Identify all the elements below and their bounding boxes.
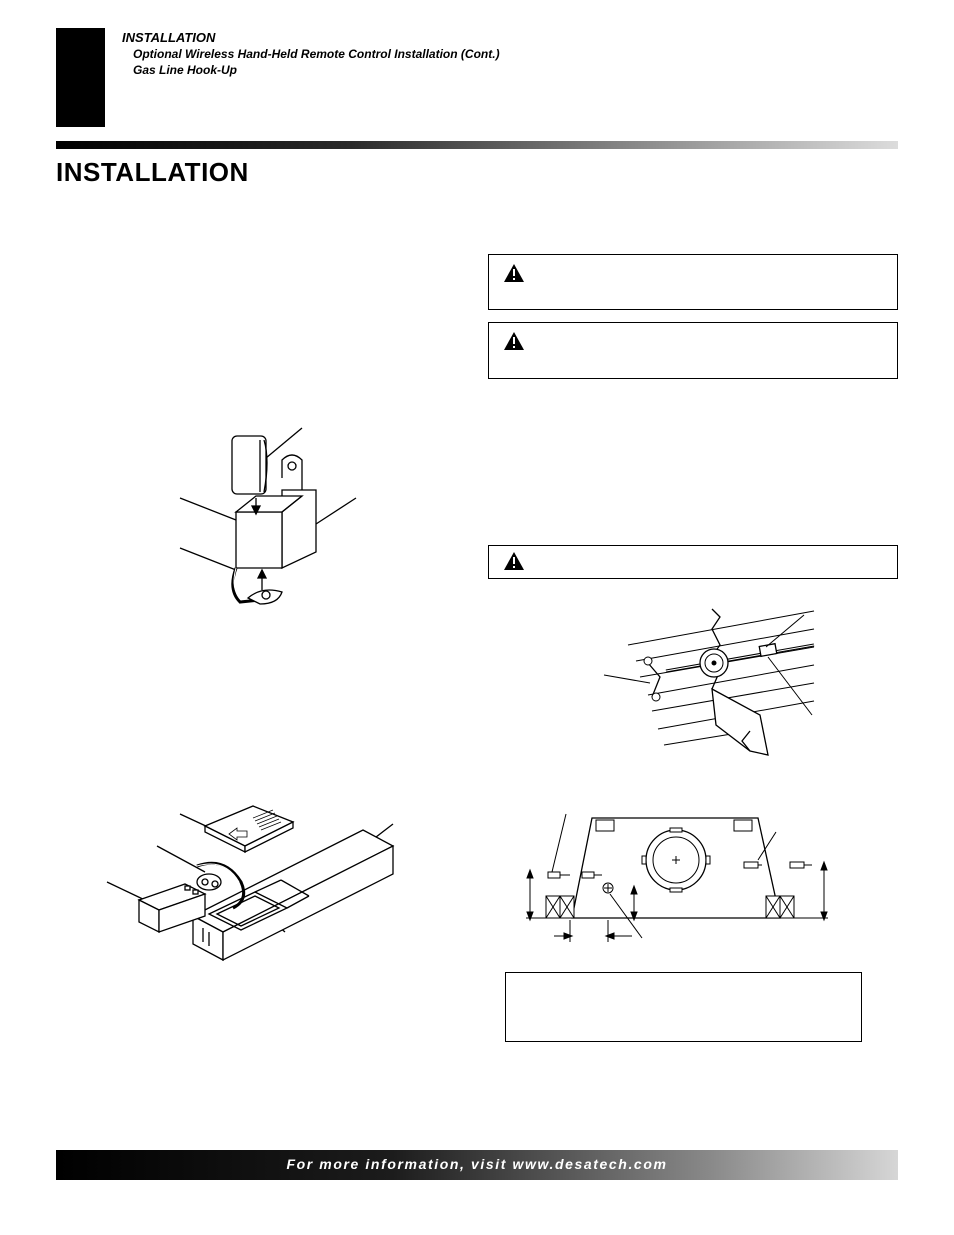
mounting-template-figure	[522, 808, 842, 953]
warning-box-2	[488, 322, 898, 379]
warning-box-1	[488, 254, 898, 310]
footer-link-text[interactable]: For more information, visit www.desatech.com	[286, 1156, 668, 1172]
header-subtopic-gas-line: Gas Line Hook-Up	[133, 63, 238, 77]
warning-triangle-icon	[503, 263, 525, 283]
note-box	[505, 972, 862, 1042]
header-section-title: INSTALLATION	[122, 30, 216, 45]
footer-bar	[56, 1150, 898, 1180]
warning-triangle-icon	[503, 551, 525, 571]
remote-battery-figure	[105, 800, 405, 965]
page-title: INSTALLATION	[56, 157, 249, 187]
gas-line-figure	[600, 605, 825, 760]
section-tab-block	[56, 28, 105, 127]
receiver-module-figure	[170, 420, 370, 610]
header-rule	[56, 141, 898, 149]
header-subtopic-remote: Optional Wireless Hand-Held Remote Control Installation (Cont.)	[133, 47, 500, 61]
warning-triangle-icon	[503, 331, 525, 351]
warning-box-3	[488, 545, 898, 579]
